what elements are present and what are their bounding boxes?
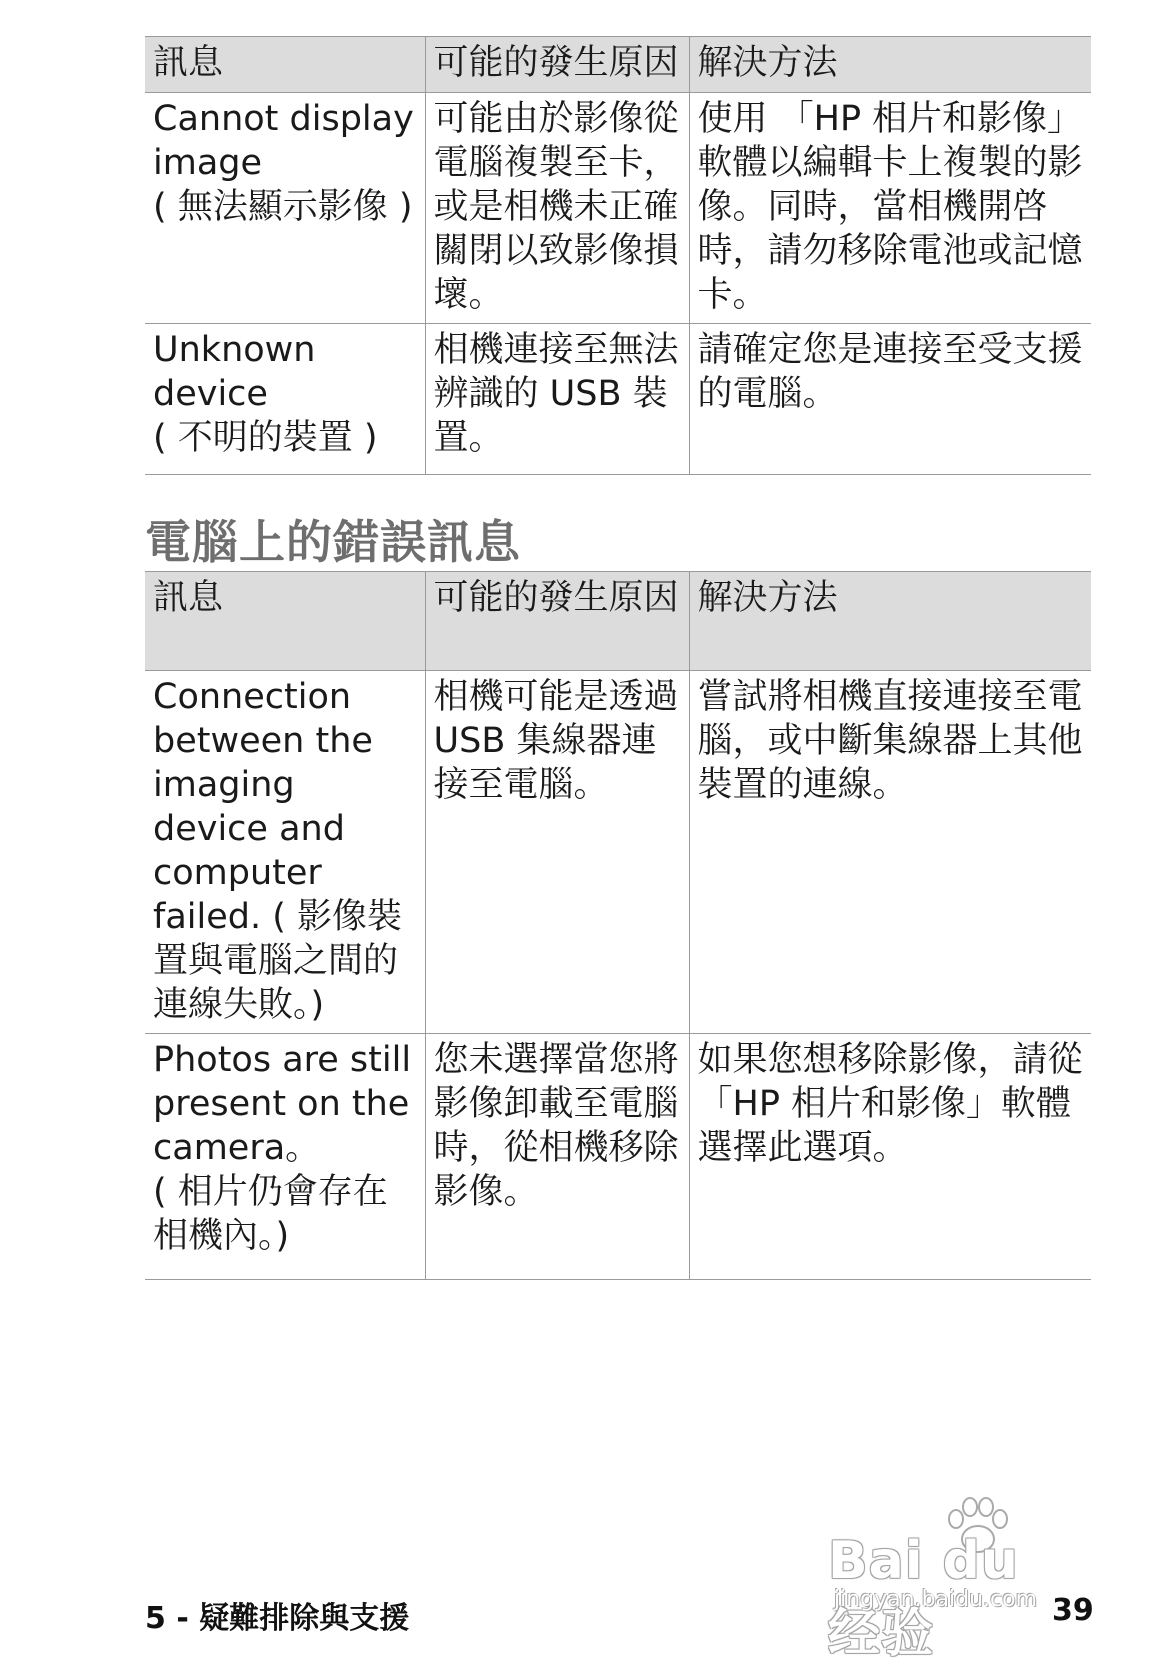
solution-cell: 使用 「HP 相片和影像」軟體以編輯卡上複製的影像。同時，當相機開啓時，請勿移除電池或記憶卡。 bbox=[689, 93, 1091, 324]
table-row bbox=[145, 324, 1091, 475]
table-row bbox=[145, 93, 1091, 324]
message-english: Photos are still present on the camera。 bbox=[153, 1040, 412, 1168]
header-solution: 解決方法 bbox=[689, 572, 1091, 671]
cause-cell: 可能由於影像從電腦複製至卡，或是相機未正確關閉以致影像損壞。 bbox=[425, 93, 689, 324]
watermark-site: jingyan.baidu.com bbox=[834, 1587, 1038, 1612]
message-chinese: ( 無法顯示影像 ) bbox=[153, 187, 413, 227]
solution-cell: 如果您想移除影像，請從 「HP 相片和影像」軟體選擇此選項。 bbox=[689, 1034, 1091, 1280]
cause-cell: 您未選擇當您將影像卸載至電腦時，從相機移除影像。 bbox=[425, 1034, 689, 1280]
cause-cell: 相機連接至無法辨識的 USB 裝置。 bbox=[425, 324, 689, 475]
message-cell bbox=[145, 93, 425, 324]
section-title: 電腦上的錯誤訊息 bbox=[145, 515, 521, 569]
message-chinese: ( 不明的裝置 ) bbox=[153, 418, 378, 458]
message-cell bbox=[145, 324, 425, 475]
header-cause: 可能的發生原因 bbox=[425, 37, 689, 93]
header-message: 訊息 bbox=[145, 37, 425, 93]
table-row bbox=[145, 671, 1091, 1034]
watermark-brand: Bai du 经验 bbox=[828, 1531, 1019, 1664]
message-english: Cannot display image bbox=[153, 99, 414, 183]
device-error-table bbox=[145, 36, 1091, 475]
table-header-row bbox=[145, 572, 1091, 671]
solution-cell: 嘗試將相機直接連接至電腦，或中斷集線器上其他裝置的連線。 bbox=[689, 671, 1091, 1034]
header-cause: 可能的發生原因 bbox=[425, 572, 689, 671]
header-solution: 解決方法 bbox=[689, 37, 1091, 93]
message-cell bbox=[145, 1034, 425, 1280]
table-header-row bbox=[145, 37, 1091, 93]
message-cell bbox=[145, 671, 425, 1034]
chapter-footer: 5 - 疑難排除與支援 bbox=[145, 1601, 410, 1636]
cause-cell: 相機可能是透過 USB 集線器連接至電腦。 bbox=[425, 671, 689, 1034]
message-text: Connection between the imaging device and computer failed. ( 影像裝置與電腦之間的連線失敗。) bbox=[153, 677, 402, 1025]
solution-cell: 請確定您是連接至受支援的電腦。 bbox=[689, 324, 1091, 475]
table-row bbox=[145, 1034, 1091, 1280]
message-chinese: ( 相片仍會存在相機內。) bbox=[153, 1172, 388, 1256]
page-number: 39 bbox=[1052, 1593, 1094, 1628]
message-english: Unknown device bbox=[153, 330, 316, 414]
header-message: 訊息 bbox=[145, 572, 425, 671]
computer-error-table bbox=[145, 571, 1091, 1280]
